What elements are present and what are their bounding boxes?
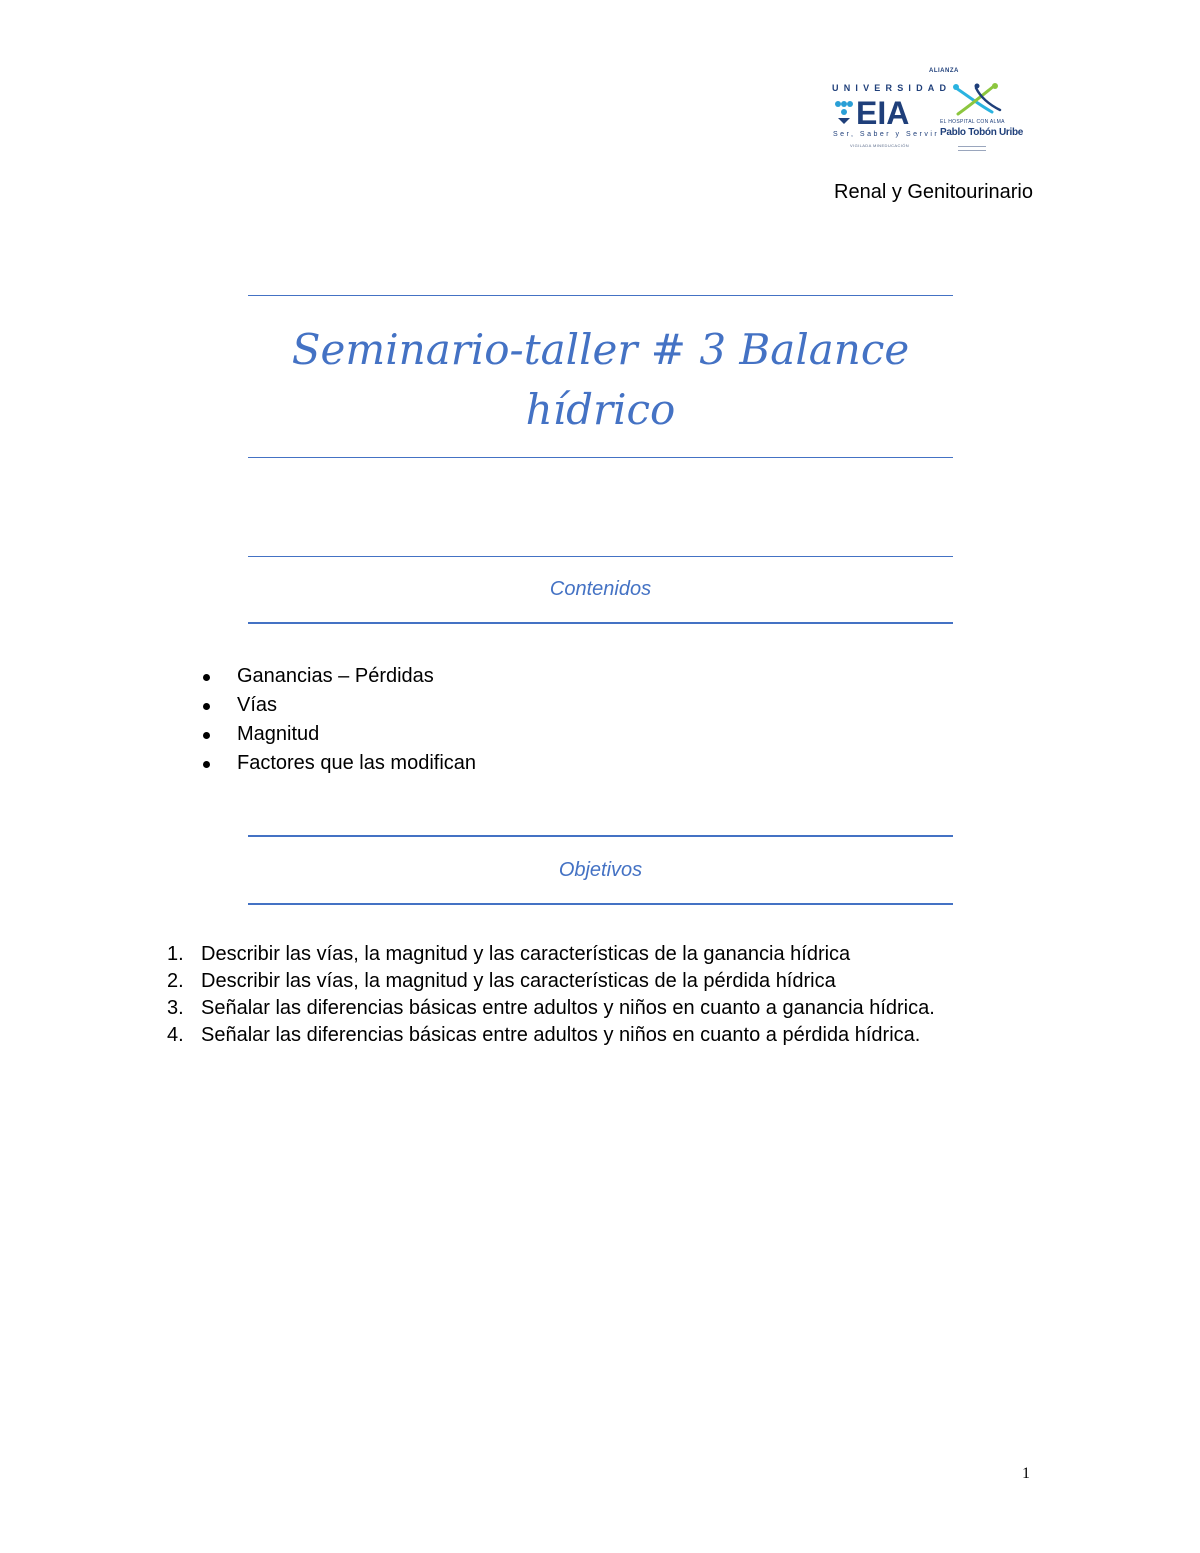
list-item-text: Señalar las diferencias básicas entre adultos y niños en cuanto a pérdida hídrica. <box>201 1024 921 1046</box>
contenidos-top-rule <box>248 556 953 557</box>
objetivos-top-rule <box>248 835 953 837</box>
bullet-icon <box>203 703 210 710</box>
hospital-name: Pablo Tobón Uribe <box>940 127 1024 138</box>
list-item <box>200 720 476 749</box>
eia-tagline: Ser, Saber y Servir <box>833 131 940 138</box>
objetivos-list <box>163 941 1033 1049</box>
list-item <box>200 749 476 778</box>
list-item <box>200 662 476 691</box>
objetivos-heading: Objetivos <box>558 859 643 881</box>
list-item <box>163 1022 1033 1049</box>
list-item-text: Magnitud <box>237 723 320 745</box>
eia-letters: EIA <box>856 95 910 128</box>
title-bottom-rule <box>248 457 953 458</box>
contenidos-bottom-rule <box>248 622 953 624</box>
eia-wordmark: UNIVERSIDAD <box>832 83 952 93</box>
document-title-line-1: Seminario-taller # 3 Balance <box>291 325 910 374</box>
header-title: Renal y Genitourinario <box>834 181 1033 203</box>
list-item-number: 1. <box>167 943 184 965</box>
alliance-label: ALIANZA <box>929 68 959 74</box>
bullet-icon <box>203 732 210 739</box>
list-item-text: Describir las vías, la magnitud y las características de la pérdida hídrica <box>201 970 836 992</box>
hospital-footer-mark <box>958 146 986 151</box>
list-item-number: 2. <box>167 970 184 992</box>
objetivos-bottom-rule <box>248 903 953 905</box>
list-item <box>163 995 1033 1022</box>
contenidos-list <box>200 662 476 778</box>
list-item-text: Vías <box>237 694 278 716</box>
document-title <box>248 320 953 440</box>
page-number: 1 <box>1022 1465 1030 1482</box>
institution-logo <box>832 68 1022 158</box>
eia-subline: VIGILADA MINEDUCACIÓN <box>850 143 910 148</box>
hospital-logo-icon <box>950 82 1014 118</box>
contenidos-heading: Contenidos <box>549 578 652 600</box>
bullet-icon <box>203 761 210 768</box>
list-item-text: Factores que las modifican <box>237 752 477 774</box>
document-title-line-2: hídrico <box>525 385 676 434</box>
list-item <box>163 941 1033 968</box>
eia-logo-icon <box>834 94 939 128</box>
title-top-rule <box>248 295 953 296</box>
list-item-text: Describir las vías, la magnitud y las características de la ganancia hídrica <box>201 943 851 965</box>
list-item-text: Señalar las diferencias básicas entre adultos y niños en cuanto a ganancia hídrica. <box>201 997 935 1019</box>
list-item-number: 3. <box>167 997 184 1019</box>
list-item-text: Ganancias – Pérdidas <box>237 665 434 687</box>
hospital-tagline: EL HOSPITAL CON ALMA <box>940 119 1005 125</box>
bullet-icon <box>203 674 210 681</box>
list-item <box>163 968 1033 995</box>
list-item-number: 4. <box>167 1024 184 1046</box>
list-item <box>200 691 476 720</box>
